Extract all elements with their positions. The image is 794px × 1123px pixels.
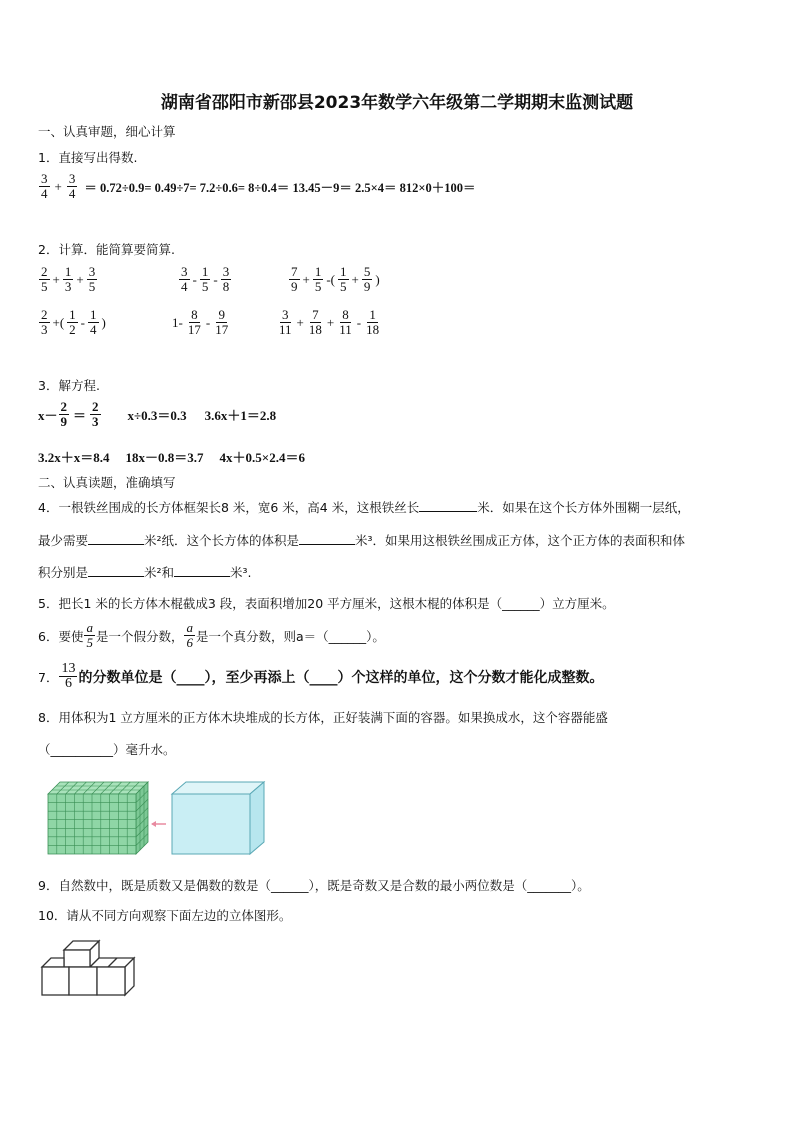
fraction: $\frac{1}{4}$ (90, 307, 97, 337)
q3-a-equals: ＝ (73, 408, 87, 423)
operator: - (205, 314, 211, 330)
q4-blank-5[interactable] (174, 576, 230, 577)
fraction: $\frac{2}{3}$ (41, 307, 48, 337)
q10-text: 10．请从不同方向观察下面左边的立体图形。 (38, 908, 292, 923)
q2-expr-1 (38, 265, 98, 294)
q3-e: 18x－0.8＝3.7 (125, 450, 204, 465)
operator: ) (375, 271, 380, 287)
q1-rest: ＝ 0.72÷0.9= 0.49÷7= 7.2÷0.6= 8÷0.4＝ 13.45－9＝ 2.5×4＝ 812×0＋100＝ (84, 180, 476, 195)
operator: - (192, 271, 197, 287)
q4-line-1: 4．一根铁丝围成的长方体框架长8 米，宽6 米，高4 米，这根铁丝长 米．如果在这个长方体外围糊一层纸， (38, 500, 690, 515)
fraction: $\frac{8}{11}$ (339, 307, 352, 337)
fraction: $\frac{1}{3}$ (64, 264, 72, 294)
section-2-heading: 二、认真读题，准确填写 (38, 475, 176, 490)
operator: + (76, 271, 84, 287)
operator: -( (326, 271, 336, 287)
q2-expr-4 (38, 308, 108, 337)
q2-expr-5 (170, 308, 231, 337)
q10-cube-figure (40, 938, 140, 1000)
fraction: $\frac{1}{2}$ (69, 307, 76, 337)
q4-blank-4[interactable] (88, 576, 144, 577)
q3-d: 3.2x＋x＝8.4 (38, 450, 110, 465)
section-1-heading: 一、认真审题，细心计算 (38, 124, 176, 139)
q4-blank-3[interactable] (299, 544, 355, 545)
q1-fraction-b: $\frac{3}{4}$ (68, 171, 76, 201)
q6-frac-1: $\frac{a}{5}$ (86, 620, 93, 650)
q3-label: 3．解方程. (38, 378, 100, 393)
fraction: $\frac{3}{4}$ (181, 264, 188, 294)
fraction: $\frac{8}{17}$ (187, 307, 201, 337)
fraction: $\frac{1}{18}$ (366, 307, 380, 337)
operator: +( (52, 314, 65, 330)
q2-expr-3 (288, 265, 382, 294)
operator: - (356, 314, 362, 330)
q4-blank-2[interactable] (88, 544, 144, 545)
fraction: $\frac{5}{9}$ (363, 264, 371, 294)
operator: 1- (172, 314, 183, 330)
q8-line-1: 8．用体积为1 立方厘米的正方体木块堆成的长方体，正好装满下面的容器。如果换成水，这个容器能盛 (38, 710, 608, 725)
fraction: $\frac{1}{5}$ (340, 264, 347, 294)
q8-figure (45, 778, 275, 858)
operator: + (296, 314, 304, 330)
q3-a-frac-1: $\frac{2}{9}$ (60, 399, 68, 429)
operator: + (52, 271, 60, 287)
q2-expr-6 (276, 308, 382, 337)
q2-expr-2 (178, 265, 232, 294)
q3-b: x÷0.3＝0.3 (127, 408, 187, 423)
q7-line: 7． $\frac{13}{6}$ 的分数单位是（____），至少再添上（____）个这样的单位，这个分数才能化成整数。 (38, 661, 604, 691)
fraction: $\frac{3}{8}$ (222, 264, 230, 294)
arrow-icon (151, 821, 166, 827)
q6-line: 6．要使 $\frac{a}{5}$ 是一个假分数， $\frac{a}{6}$ 是一个真分数，则a＝（______）。 (38, 620, 385, 650)
operator: - (80, 314, 86, 330)
cube-stack-grid (48, 782, 148, 854)
page-title: 湖南省邵阳市新邵县2023年数学六年级第二学期期末监测试题 (160, 93, 634, 113)
fraction: $\frac{9}{17}$ (215, 307, 229, 337)
operator: + (302, 271, 310, 287)
container-box (172, 782, 264, 854)
q7-frac: $\frac{13}{6}$ (61, 661, 76, 691)
q9-text: 9．自然数中，既是质数又是偶数的数是（______），既是奇数又是合数的最小两位数是（_______）。 (38, 878, 590, 893)
q3-row-2 (38, 447, 305, 466)
q8-line-2: （__________）毫升水。 (38, 742, 176, 757)
q2-label: 2．计算．能简算要简算. (38, 242, 175, 257)
operator: + (351, 271, 359, 287)
q4-blank-1[interactable] (419, 511, 477, 512)
q4-line-2: 最少需要 米²纸．这个长方体的体积是 米³．如果用这根铁丝围成正方体，这个正方体的表面积和体 (38, 533, 686, 548)
fraction: $\frac{7}{9}$ (291, 264, 298, 294)
fraction: $\frac{2}{5}$ (41, 264, 48, 294)
q1-expressions (38, 172, 476, 201)
q6-frac-2: $\frac{a}{6}$ (186, 620, 193, 650)
fraction: $\frac{3}{11}$ (279, 307, 292, 337)
q1-plus: + (54, 178, 62, 194)
q1-label: 1．直接写出得数. (38, 150, 138, 165)
q4-line-3: 积分别是 米²和 米³. (38, 565, 252, 580)
fraction: $\frac{1}{5}$ (314, 264, 322, 294)
q3-row-1 (38, 400, 276, 429)
q3-c: 3.6x＋1＝2.8 (204, 408, 277, 423)
operator: + (326, 314, 335, 330)
operator: - (213, 271, 218, 287)
q3-f: 4x＋0.5×2.4＝6 (219, 450, 305, 465)
q1-fraction-a: $\frac{3}{4}$ (41, 171, 48, 201)
fraction: $\frac{1}{5}$ (201, 264, 209, 294)
q3-a-prefix: x－ (38, 408, 58, 423)
fraction: $\frac{3}{5}$ (88, 264, 96, 294)
q5-text: 5．把长1 米的长方体木棍截成3 段，表面积增加20 平方厘米，这根木棍的体积是（______）立方厘米。 (38, 596, 615, 611)
q7-text: 的分数单位是（____），至少再添上（____）个这样的单位，这个分数才能化成整数。 (78, 669, 604, 686)
operator: ) (101, 314, 106, 330)
fraction: $\frac{7}{18}$ (308, 307, 322, 337)
q3-a-frac-2: $\frac{2}{3}$ (92, 399, 99, 429)
